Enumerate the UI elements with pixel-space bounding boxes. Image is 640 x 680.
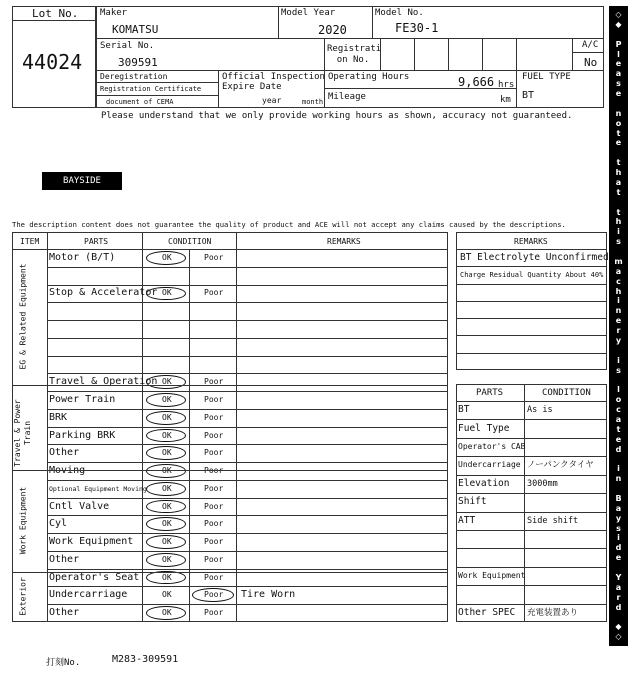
- parts-row-name: Fuel Type: [458, 422, 510, 434]
- condition-poor: Poor: [204, 377, 224, 387]
- parts-row-name: Shift: [458, 496, 487, 508]
- side-banner-char: c: [616, 276, 621, 286]
- expire-date-label: Expire Date: [222, 82, 282, 92]
- remarks-row-line: [456, 335, 607, 336]
- parts-row-condition: 3000mm: [527, 478, 558, 489]
- remarks-header-line: [456, 249, 607, 250]
- side-banner-char: t: [616, 424, 621, 434]
- side-banner-char: l: [617, 385, 620, 395]
- side-banner-char: n: [615, 108, 622, 118]
- part-name: Undercarriage: [49, 589, 128, 601]
- ac-label: A/C: [582, 40, 599, 50]
- model-no-value: FE30-1: [395, 21, 439, 35]
- group-label-work: Work Equipment: [18, 486, 28, 555]
- parts-row-line: [456, 530, 607, 531]
- side-banner-char: h: [615, 168, 622, 177]
- remark-text: Tire Worn: [241, 589, 296, 601]
- parts-row-line: [456, 438, 607, 439]
- side-banner-char: y: [615, 513, 622, 523]
- selected-ok-circle: [146, 553, 186, 567]
- model-year-label: Model Year: [281, 8, 336, 18]
- side-banner-char: s: [616, 237, 621, 247]
- table-row: [47, 338, 448, 356]
- parts-row-name: ATT: [458, 514, 476, 526]
- fuel-type-value: BT: [522, 90, 535, 101]
- side-banner-char: e: [615, 59, 622, 69]
- parts-row-condition: 充電装置あり: [527, 607, 579, 618]
- condition-poor: Poor: [204, 288, 224, 298]
- condition-poor: Poor: [204, 519, 224, 529]
- side-banner-char: d: [615, 543, 622, 553]
- side-banner-char: a: [615, 266, 622, 276]
- side-banner-char: i: [617, 533, 620, 543]
- fuel-type-label: FUEL TYPE: [522, 72, 571, 82]
- parts-row-name: Operator's CAB: [458, 442, 526, 452]
- parts-header: PARTS: [84, 237, 109, 246]
- side-banner-char: a: [615, 503, 622, 513]
- side-banner-char: s: [616, 365, 621, 375]
- part-name: Cyl: [49, 518, 68, 530]
- part-name: Other: [49, 553, 80, 565]
- side-banner-char: y: [615, 335, 622, 345]
- side-banner-char: m: [614, 256, 623, 266]
- side-banner-char: a: [615, 69, 622, 79]
- lot-label: Lot No.: [32, 7, 79, 20]
- location-badge: BAYSIDE: [42, 172, 122, 190]
- part-name: Motor (B/T): [49, 251, 116, 263]
- parts-row-line: [456, 585, 607, 586]
- side-banner-char: i: [617, 355, 620, 365]
- side-banner-char: t: [616, 128, 621, 138]
- part-name: Work Equipment: [49, 536, 134, 548]
- side-banner-char: P: [615, 39, 622, 49]
- condition-poor: Poor: [204, 394, 224, 404]
- deregistration-label: Deregistration: [100, 72, 168, 81]
- table-row: [47, 444, 448, 462]
- condition-poor: Poor: [204, 430, 224, 440]
- remarks-line: Charge Residual Quantity About 40%: [460, 270, 604, 279]
- parts-row-line: [456, 493, 607, 494]
- condition-ok: OK: [162, 448, 172, 458]
- side-banner-char: e: [615, 316, 622, 326]
- parts-row-line: [456, 548, 607, 549]
- table-row: [47, 515, 448, 533]
- condition-poor: Poor: [204, 572, 224, 582]
- operating-hours-value: 9,666: [458, 75, 495, 89]
- cema-label: document of CEMA: [106, 98, 174, 106]
- group-label-exterior: Exterior: [18, 577, 28, 616]
- side-banner-char: r: [616, 326, 621, 335]
- part-name: BRK: [49, 411, 68, 423]
- condition-ok: OK: [162, 537, 172, 547]
- side-banner-char: t: [616, 187, 621, 197]
- parts-row-line: [456, 512, 607, 513]
- condition-ok: OK: [162, 252, 172, 262]
- selected-ok-circle: [146, 606, 186, 620]
- side-banner-char: s: [616, 523, 621, 533]
- parts-row-name: Undercarriage: [458, 460, 521, 470]
- parts-table-header: PARTS: [476, 388, 504, 398]
- condition-ok: OK: [162, 572, 172, 582]
- side-banner-char: n: [615, 306, 622, 316]
- condition-poor: Poor: [204, 590, 224, 600]
- ac-value: No: [584, 56, 598, 69]
- condition-ok: OK: [162, 483, 172, 493]
- side-banner-char: a: [615, 177, 622, 187]
- month-unit: month: [302, 98, 324, 106]
- condition-poor: Poor: [204, 537, 224, 547]
- side-banner-char: e: [615, 553, 622, 563]
- side-banner-char: d: [615, 602, 622, 612]
- side-banner-char: r: [616, 592, 621, 602]
- remarks-row-line: [456, 301, 607, 302]
- table-row: [47, 356, 448, 374]
- remarks-header: REMARKS: [327, 237, 361, 246]
- selected-ok-circle: [146, 411, 186, 425]
- parts-row-condition: Side shift: [527, 515, 579, 526]
- mileage-label: Mileage: [328, 92, 366, 102]
- part-name: Operator's Seat: [49, 571, 140, 583]
- selected-ok-circle: [146, 482, 186, 496]
- condition-poor: Poor: [204, 252, 224, 262]
- condition-poor: Poor: [204, 412, 224, 422]
- table-row: [47, 320, 448, 338]
- condition-poor: Poor: [204, 448, 224, 458]
- condition-ok: OK: [162, 590, 172, 600]
- side-banner-char: a: [615, 414, 622, 424]
- group-label-travel: Travel & Power Train: [13, 399, 32, 467]
- serial-value: 309591: [118, 56, 158, 69]
- side-banner-char: i: [617, 227, 620, 237]
- parts-row-name: Elevation: [458, 477, 510, 489]
- side-banner-char: ◆: [615, 622, 622, 632]
- condition-ok: OK: [162, 430, 172, 440]
- side-banner-char: o: [615, 395, 622, 405]
- condition-poor: Poor: [204, 501, 224, 511]
- side-banner-char: s: [616, 79, 621, 89]
- part-name: Stop & Accelerator: [49, 287, 158, 299]
- condition-header: CONDITION: [168, 237, 212, 246]
- side-banner-char: n: [615, 474, 622, 484]
- remarks-row-line: [456, 318, 607, 319]
- side-banner: [609, 6, 628, 646]
- registration-label: Registrati on No.: [327, 44, 382, 65]
- parts-row-line: [456, 567, 607, 568]
- part-name: Cntl Valve: [49, 500, 110, 512]
- year-unit: year: [262, 96, 282, 105]
- condition-ok: OK: [162, 554, 172, 564]
- remarks-row-line: [456, 353, 607, 354]
- selected-ok-circle: [146, 287, 186, 301]
- side-banner-char: t: [616, 158, 621, 168]
- condition-ok: OK: [162, 501, 172, 511]
- side-banner-char: e: [615, 434, 622, 444]
- condition-ok: OK: [162, 466, 172, 476]
- condition-poor: Poor: [204, 554, 224, 564]
- selected-ok-circle: [146, 251, 186, 265]
- condition-poor: Poor: [204, 608, 224, 618]
- parts-row-condition: As is: [527, 405, 553, 416]
- accuracy-note: Please understand that we only provide working hours as shown, accuracy not guaranteed.: [101, 111, 573, 121]
- condition-ok: OK: [162, 394, 172, 404]
- inspection-label: Official Inspection: [222, 72, 325, 82]
- remarks-row-line: [456, 284, 607, 285]
- side-banner-char: o: [615, 118, 622, 128]
- maker-value: KOMATSU: [112, 23, 159, 36]
- disclaimer: The description content does not guarantee the quality of product and ACE will not accept any claims caused by the descriptions.: [12, 220, 566, 229]
- side-banner-char: h: [615, 217, 622, 227]
- hrs-unit: hrs: [498, 80, 515, 90]
- stamp-value: M283-309591: [112, 654, 179, 665]
- table-row: [47, 604, 448, 622]
- selected-ok-circle: [146, 464, 186, 478]
- condition-ok: OK: [162, 608, 172, 618]
- stamp-label: 打刻No.: [46, 658, 81, 668]
- selected-ok-circle: [146, 535, 186, 549]
- side-banner-char: h: [615, 286, 622, 296]
- part-name: Power Train: [49, 393, 116, 405]
- group-label-eg: EG & Related Equipment: [18, 263, 28, 370]
- remarks-box-header: REMARKS: [514, 237, 548, 246]
- remarks-line: BT Electrolyte Unconfirmed: [460, 251, 609, 263]
- lot-number: 44024: [22, 50, 83, 74]
- km-unit: km: [500, 95, 511, 105]
- parts-header-line: [456, 401, 607, 402]
- side-banner-char: B: [615, 493, 622, 503]
- side-banner-char: i: [617, 296, 620, 306]
- side-banner-char: t: [616, 207, 621, 217]
- table-row: [47, 551, 448, 569]
- condition-poor: Poor: [204, 466, 224, 476]
- condition-ok: OK: [162, 288, 172, 298]
- side-banner-char: Y: [615, 572, 622, 582]
- registration-certificate-label: Registration Certificate: [100, 85, 202, 93]
- item-header: ITEM: [20, 237, 40, 246]
- serial-label: Serial No.: [100, 41, 155, 51]
- parts-row-line: [456, 604, 607, 605]
- condition-ok: OK: [162, 377, 172, 387]
- condition-table-header: CONDITION: [542, 388, 591, 398]
- parts-row-line: [456, 475, 607, 476]
- parts-row-condition: ノーパンクタイヤ: [527, 460, 594, 471]
- table-row: [47, 409, 448, 427]
- parts-row-name: Work Equipment: [458, 570, 526, 580]
- condition-poor: Poor: [204, 483, 224, 493]
- operating-hours-label: Operating Hours: [328, 72, 410, 82]
- selected-ok-circle: [146, 393, 186, 407]
- side-banner-char: i: [617, 464, 620, 474]
- remarks-row-line: [456, 266, 607, 267]
- part-name: Other: [49, 447, 80, 459]
- parts-row-line: [456, 419, 607, 420]
- maker-label: Maker: [100, 8, 128, 18]
- condition-ok: OK: [162, 412, 172, 422]
- side-banner-char: ◇: [615, 10, 622, 19]
- side-banner-char: e: [615, 89, 622, 98]
- parts-row-name: BT: [458, 404, 470, 416]
- part-name: Other: [49, 607, 80, 619]
- parts-row-line: [456, 456, 607, 457]
- part-name: Moving: [49, 465, 86, 477]
- side-banner-char: ◆: [615, 19, 622, 29]
- part-name: Optional Equipment Moving: [49, 484, 147, 493]
- model-no-label: Model No.: [375, 8, 424, 18]
- side-banner-char: a: [615, 582, 622, 592]
- side-banner-char: l: [617, 49, 620, 59]
- part-name: Parking BRK: [49, 429, 116, 441]
- side-banner-char: d: [615, 444, 622, 454]
- side-banner-char: ◇: [615, 632, 622, 642]
- side-banner-char: c: [616, 405, 621, 414]
- parts-row-name: Other SPEC: [458, 606, 516, 618]
- side-banner-char: e: [615, 138, 622, 148]
- table-row: [47, 302, 448, 320]
- part-name: Travel & Operation: [49, 376, 158, 388]
- model-year-value: 2020: [318, 23, 347, 37]
- condition-ok: OK: [162, 519, 172, 529]
- table-row: [47, 462, 448, 480]
- table-row: [47, 267, 448, 285]
- selected-ok-circle: [146, 375, 186, 389]
